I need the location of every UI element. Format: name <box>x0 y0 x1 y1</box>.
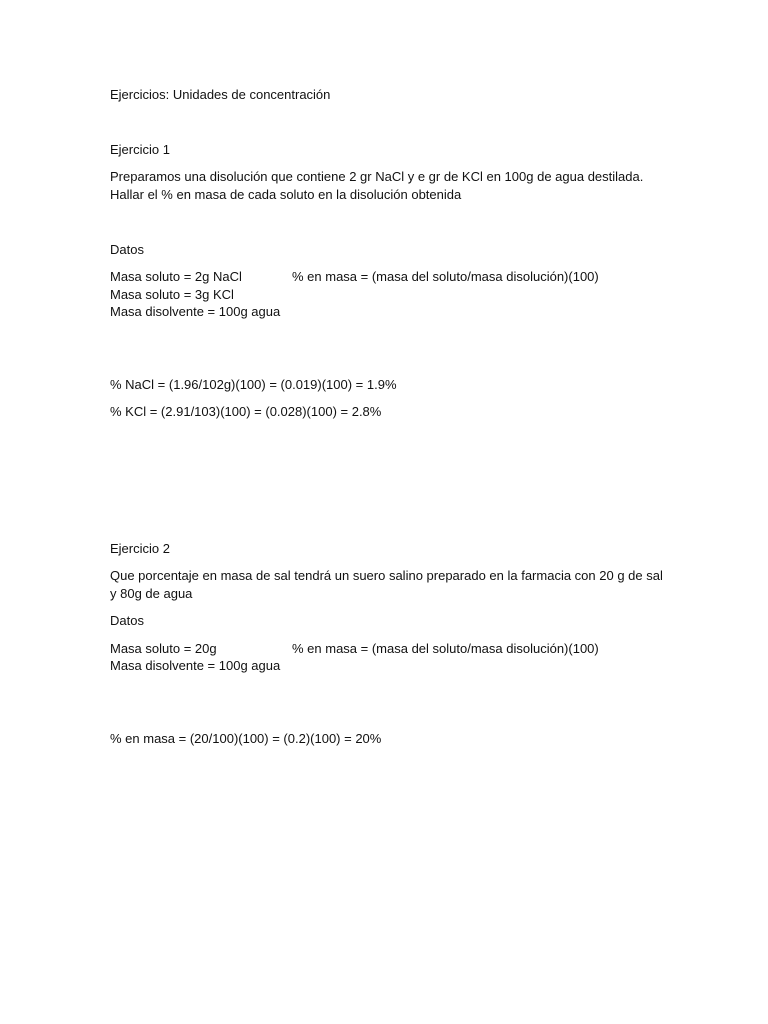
exercise2-data-line2: Masa disolvente = 100g agua <box>110 658 281 673</box>
exercise2-statement-line2: y 80g de agua <box>110 586 193 601</box>
exercise1-formula: % en masa = (masa del soluto/masa disolución)(100) <box>292 269 599 284</box>
exercise2-datos-label: Datos <box>110 613 144 628</box>
exercise1-data-line3: Masa disolvente = 100g agua <box>110 304 281 319</box>
exercise1-statement-line1: Preparamos una disolución que contiene 2 gr NaCl y e gr de KCl en 100g de agua destilada. <box>110 169 644 184</box>
document-title: Ejercicios: Unidades de concentración <box>110 87 331 102</box>
exercise1-result-kcl: % KCl = (2.91/103)(100) = (0.028)(100) = 2.8% <box>110 404 382 419</box>
exercise1-statement-line2: Hallar el % en masa de cada soluto en la disolución obtenida <box>110 187 462 202</box>
exercise1-datos-label: Datos <box>110 242 144 257</box>
exercise2-result: % en masa = (20/100)(100) = (0.2)(100) = 20% <box>110 731 382 746</box>
exercise1-result-nacl: % NaCl = (1.96/102g)(100) = (0.019)(100) = 1.9% <box>110 377 397 392</box>
exercise2-formula: % en masa = (masa del soluto/masa disolución)(100) <box>292 641 599 656</box>
exercise1-data-line2: Masa soluto = 3g KCl <box>110 287 234 302</box>
exercise1-heading: Ejercicio 1 <box>110 142 170 157</box>
exercise2-heading: Ejercicio 2 <box>110 541 170 556</box>
exercise2-data-line1: Masa soluto = 20g <box>110 641 217 656</box>
exercise1-data-line1: Masa soluto = 2g NaCl <box>110 269 242 284</box>
exercise2-statement-line1: Que porcentaje en masa de sal tendrá un suero salino preparado en la farmacia con 20 g de sal <box>110 568 663 583</box>
